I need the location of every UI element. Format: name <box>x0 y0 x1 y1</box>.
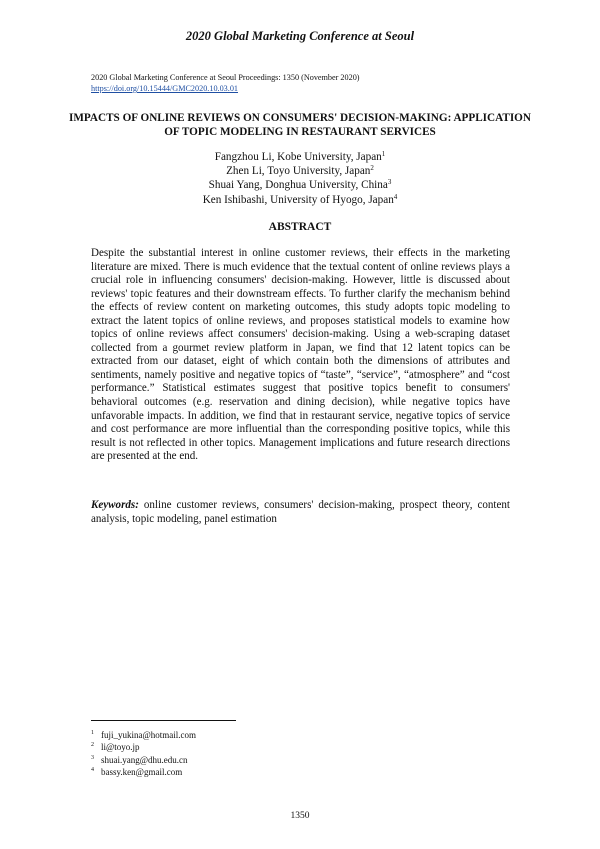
author-footnote-mark: 1 <box>381 150 386 158</box>
keywords-text: online customer reviews, consumers' decision-making, prospect theory, content analysis, topic modeling, panel estimation <box>91 499 510 525</box>
abstract-heading: ABSTRACT <box>268 221 332 233</box>
author-footnote-mark: 2 <box>370 164 374 173</box>
author-name: Zhen Li, Toyo University, Japan <box>226 165 371 178</box>
footnote-divider <box>91 720 236 721</box>
footnote-text: bassy.ken@gmail.com <box>101 766 183 777</box>
paper-title: IMPACTS OF ONLINE REVIEWS ON CONSUMERS' DECISION-MAKING: APPLICATION OF TOPIC MODELING IN RESTAURANT SERVICES <box>69 112 531 138</box>
footnote <box>91 754 196 766</box>
page-number: 1350 <box>290 811 310 821</box>
running-header: 2020 Global Marketing Conference at Seoul <box>185 29 415 43</box>
footnote <box>91 766 196 778</box>
footnote-text: shuai.yang@dhu.edu.cn <box>101 754 188 765</box>
proceedings-citation-block <box>91 72 360 94</box>
author-line <box>0 164 600 178</box>
author-name: Shuai Yang, Donghua University, China <box>208 179 388 192</box>
footnote-mark: 1 <box>91 730 94 736</box>
footnote <box>91 729 196 741</box>
author-line <box>0 150 600 164</box>
footnote <box>91 741 196 753</box>
author-footnote-mark: 4 <box>393 192 398 201</box>
footnote-text: fuji_yukina@hotmail.com <box>101 730 197 740</box>
author-name: Ken Ishibashi, University of Hyogo, Japan <box>202 193 394 206</box>
author-footnote-mark: 3 <box>387 178 392 187</box>
author-line <box>0 178 600 192</box>
author-name: Fangzhou Li, Kobe University, Japan <box>214 151 382 163</box>
footnotes <box>91 729 196 778</box>
proceedings-citation: 2020 Global Marketing Conference at Seoul Proceedings: 1350 (November 2020) <box>91 73 360 82</box>
author-list <box>0 150 600 207</box>
footnote-mark: 3 <box>91 754 94 761</box>
doi-link[interactable]: https://doi.org/10.15444/GMC2020.10.03.01 <box>91 84 239 93</box>
abstract-body: Despite the substantial interest in online customer reviews, their effects in the marketing literature are mixed. There is much evidence that the textual content of online reviews plays a crucial role in influencing consumers' decision-making. However, little is discussed about reviews' topic features and their downstream effects. To further clarify the mechanism behind the effects of review content on marketing outcomes, this study adopts topic modeling to extract the latent topics of online reviews, and proposes statistical models to examine how topics of online reviews affect consumers' decision-making. Using a web-scraping dataset collected from a gourmet review platform in Japan, we find that 12 latent topics can be extracted from our dataset, eight of which contain both the dimensions of attributes and sentiments, namely positive and negative topics of “taste”, “service”, “atmosphere” and “cost performance.” Statistical estimates suggest that positive topics benefit to consumers' behavioral outcomes (e.g. reservation and dining decision), while negative topics have unfavorable impacts. In addition, we find that in restaurant service, negative topics of service and cost performance are more influential than the corresponding positive topics, while this result is not reflected in other topics. Management implications and future research directions are presented at the end. <box>91 247 510 463</box>
author-line <box>0 193 600 207</box>
keywords-paragraph <box>91 499 510 526</box>
keywords-label: Keywords: <box>91 499 139 511</box>
footnote-mark: 2 <box>91 742 94 749</box>
footnote-text: li@toyo.jp <box>101 742 140 753</box>
footnote-mark: 4 <box>91 766 94 773</box>
